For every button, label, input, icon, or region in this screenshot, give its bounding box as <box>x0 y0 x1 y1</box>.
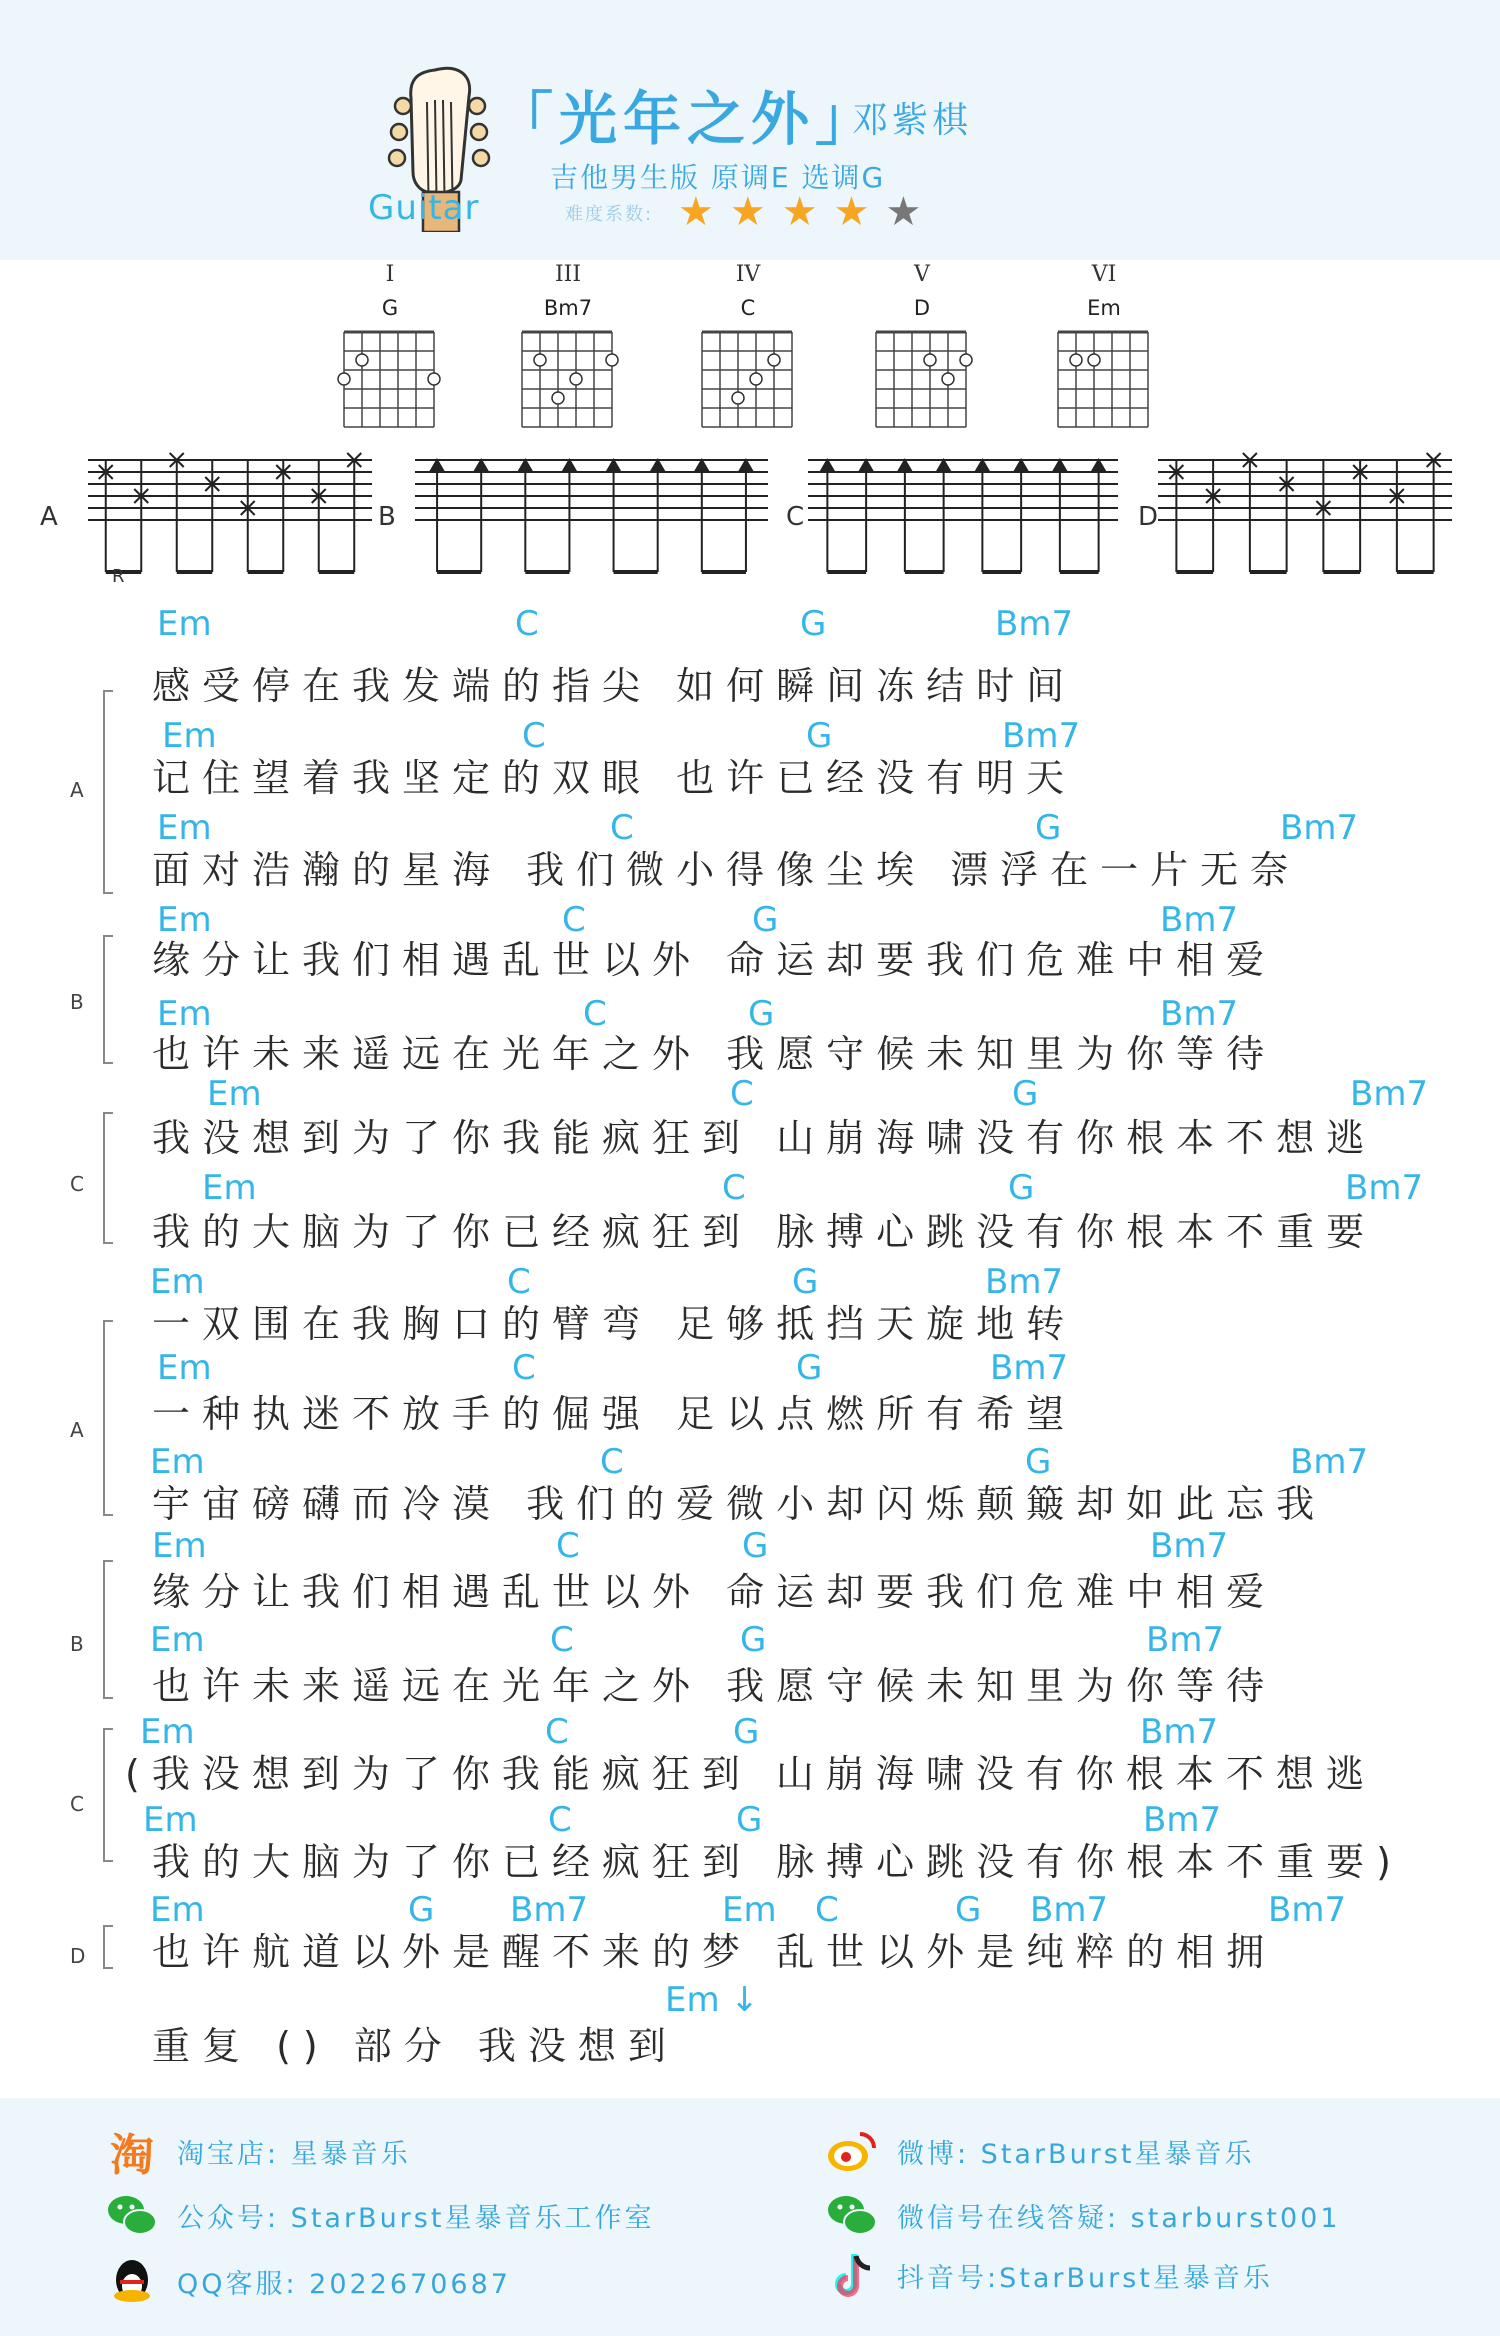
chord-diagram <box>1044 262 1164 442</box>
lyric-line: 一种执迷不放手的倔强 足以点燃所有希望 <box>152 1392 1077 1436</box>
chord-marker: C <box>515 604 539 644</box>
qq-link[interactable] <box>105 2254 511 2308</box>
qq-text: QQ客服: 2022670687 <box>177 2268 511 2300</box>
chord-marker: C <box>548 1800 572 1840</box>
section-label: C <box>70 1792 84 1816</box>
chord-marker: Em ↓ <box>665 1980 759 2020</box>
section-bracket <box>103 1925 113 1969</box>
chord-marker: Em <box>157 808 212 848</box>
chord-marker: Em <box>162 716 217 756</box>
chord-marker: G <box>955 1890 982 1930</box>
chord-marker: Bm7 <box>1143 1800 1222 1840</box>
chord-marker: C <box>610 808 634 848</box>
lyric-line: 也许未来遥远在光年之外 我愿守候未知里为你等待 <box>152 1032 1277 1076</box>
chord-marker: Em <box>202 1168 257 1208</box>
chord-marker: Em <box>207 1074 262 1114</box>
chord-marker: Em <box>157 1348 212 1388</box>
lyric-line: 缘分让我们相遇乱世以外 命运却要我们危难中相爱 <box>152 1570 1277 1614</box>
difficulty-rating <box>678 189 922 235</box>
fretboard-grid <box>862 262 982 442</box>
chord-marker: C <box>556 1526 580 1566</box>
star-filled-icon: ★ <box>833 189 870 235</box>
chord-roman-numeral: VI <box>1091 262 1117 287</box>
chord-marker: G <box>733 1712 760 1752</box>
chord-diagram <box>862 262 982 442</box>
wechat-qa-link[interactable] <box>825 2188 1341 2242</box>
section-bracket <box>103 1560 113 1699</box>
taobao-icon: 淘 <box>110 2130 154 2181</box>
chord-marker: Em <box>722 1890 777 1930</box>
chord-name: Bm7 <box>543 296 593 320</box>
chord-marker: Bm7 <box>1146 1620 1225 1660</box>
chord-marker: Bm7 <box>1345 1168 1424 1208</box>
chord-marker: G <box>1035 808 1062 848</box>
chord-marker: Em <box>150 1620 205 1660</box>
chord-marker: C <box>550 1620 574 1660</box>
section-bracket <box>103 1728 113 1862</box>
difficulty-label: 难度系数: <box>565 204 654 225</box>
artist-name: 邓紫棋 <box>852 100 973 141</box>
lyric-line: 感受停在我发端的指尖 如何瞬间冻结时间 <box>152 664 1077 708</box>
chord-name: Em <box>1087 296 1121 320</box>
chord-marker: G <box>740 1620 767 1660</box>
chord-marker: Em <box>143 1800 198 1840</box>
chord-marker: Bm7 <box>1030 1890 1109 1930</box>
douyin-text: 抖音号:StarBurst星暴音乐 <box>897 2262 1273 2294</box>
chord-marker: Bm7 <box>1160 900 1239 940</box>
rhythm-patterns <box>0 440 1500 600</box>
chord-marker: Em <box>150 1442 205 1482</box>
qq-penguin-icon <box>105 2254 159 2308</box>
star-filled-icon: ★ <box>678 189 714 235</box>
wechat-official-text: 公众号: StarBurst星暴音乐工作室 <box>177 2202 655 2234</box>
chord-marker: C <box>512 1348 536 1388</box>
chord-roman-numeral: IV <box>735 262 761 287</box>
douyin-icon <box>825 2248 879 2302</box>
section-bracket <box>103 690 113 894</box>
chord-marker: Em <box>157 900 212 940</box>
lyric-line: 我没想到为了你我能疯狂到 山崩海啸没有你根本不想逃 <box>152 1116 1377 1160</box>
chord-marker: G <box>806 716 833 756</box>
chord-marker: C <box>722 1168 746 1208</box>
chord-marker: G <box>800 604 827 644</box>
star-filled-icon: ★ <box>781 189 818 235</box>
chord-marker: Em <box>150 1262 205 1302</box>
taobao-link[interactable] <box>105 2124 411 2181</box>
chord-diagram <box>330 262 450 442</box>
rhythm-label-b: B <box>378 502 396 532</box>
chord-roman-numeral: I <box>385 262 395 287</box>
fretboard-grid <box>1044 262 1164 442</box>
chord-marker: Em <box>157 994 212 1034</box>
chord-marker: Bm7 <box>985 1262 1064 1302</box>
chord-marker: Bm7 <box>1290 1442 1369 1482</box>
chord-marker: C <box>522 716 546 756</box>
chord-marker: Em <box>152 1526 207 1566</box>
section-label: B <box>70 1632 84 1656</box>
star-filled-icon: ★ <box>729 189 766 235</box>
weibo-link[interactable] <box>825 2124 1254 2178</box>
chord-marker: G <box>796 1348 823 1388</box>
chord-marker: C <box>583 994 607 1034</box>
chord-marker: Bm7 <box>1280 808 1359 848</box>
lyric-line: 宇宙磅礴而冷漠 我们的爱微小却闪烁颠簸却如此忘我 <box>152 1482 1327 1526</box>
chord-roman-numeral: V <box>914 262 930 287</box>
wechat-icon <box>105 2188 159 2242</box>
chord-marker: C <box>730 1074 754 1114</box>
lyric-line: 也许未来遥远在光年之外 我愿守候未知里为你等待 <box>152 1664 1277 1708</box>
weibo-icon <box>825 2124 879 2178</box>
chord-marker: Bm7 <box>1160 994 1239 1034</box>
chord-marker: G <box>1012 1074 1039 1114</box>
section-label: C <box>70 1172 84 1196</box>
lyric-line: 也许航道以外是醒不来的梦 乱世以外是纯粹的相拥 <box>152 1930 1277 1974</box>
chord-diagram <box>508 262 628 442</box>
chord-marker: G <box>1008 1168 1035 1208</box>
chord-name: G <box>381 296 399 320</box>
chord-marker: C <box>507 1262 531 1302</box>
wechat-qa-text: 微信号在线答疑: starburst001 <box>897 2202 1341 2234</box>
chord-marker: Bm7 <box>1150 1526 1229 1566</box>
chord-roman-numeral: III <box>554 262 582 287</box>
section-label: B <box>70 990 84 1014</box>
rhythm-root-marker: R <box>112 566 125 587</box>
lyric-line: 面对浩瀚的星海 我们微小得像尘埃 漂浮在一片无奈 <box>152 848 1301 892</box>
chord-marker: Bm7 <box>1140 1712 1219 1752</box>
rhythm-label-a: A <box>40 502 58 532</box>
chord-marker: Bm7 <box>1350 1074 1429 1114</box>
rhythm-label-c: C <box>786 502 805 532</box>
section-label: A <box>70 778 84 802</box>
chord-name: D <box>913 296 931 320</box>
chord-marker: Em <box>150 1890 205 1930</box>
chord-marker: Bm7 <box>1268 1890 1347 1930</box>
lyric-line: 重复 () 部分 我没想到 <box>152 2024 678 2068</box>
chord-marker: G <box>748 994 775 1034</box>
lyric-line: 我的大脑为了你已经疯狂到 脉搏心跳没有你根本不重要 <box>152 1210 1377 1254</box>
guitar-label: Guitar <box>368 188 480 228</box>
fretboard-grid <box>330 262 450 442</box>
fretboard-grid <box>688 262 808 442</box>
star-empty-icon: ★ <box>885 189 922 235</box>
section-bracket <box>103 1320 113 1516</box>
chord-marker: C <box>562 900 586 940</box>
wechat-official-link[interactable] <box>105 2188 654 2242</box>
chord-marker: G <box>742 1526 769 1566</box>
weibo-text: 微博: StarBurst星暴音乐 <box>897 2138 1255 2170</box>
chord-name: C <box>740 296 756 320</box>
header <box>0 0 1500 260</box>
song-title: 「光年之外」 <box>495 85 880 153</box>
lyric-line: (我没想到为了你我能疯狂到 山崩海啸没有你根本不想逃 <box>125 1752 1376 1796</box>
chord-marker: G <box>736 1800 763 1840</box>
chord-diagram <box>688 262 808 442</box>
chord-marker: Em <box>157 604 212 644</box>
footer <box>0 2098 1500 2336</box>
section-label: A <box>70 1418 84 1442</box>
lyric-line: 一双围在我胸口的臂弯 足够抵挡天旋地转 <box>152 1302 1077 1346</box>
wechat-icon <box>825 2188 879 2242</box>
section-bracket <box>103 935 113 1064</box>
chord-marker: G <box>408 1890 435 1930</box>
chord-marker: Bm7 <box>995 604 1074 644</box>
rhythm-label-d: D <box>1138 502 1159 532</box>
lyric-line: 记住望着我坚定的双眼 也许已经没有明天 <box>152 756 1077 800</box>
section-label: D <box>70 1944 86 1968</box>
chord-marker: Bm7 <box>1002 716 1081 756</box>
section-bracket <box>103 1112 113 1244</box>
fretboard-grid <box>508 262 628 442</box>
chord-marker: G <box>752 900 779 940</box>
lyric-line: 我的大脑为了你已经疯狂到 脉搏心跳没有你根本不重要) <box>152 1840 1403 1884</box>
chord-marker: C <box>545 1712 569 1752</box>
chord-marker: Em <box>140 1712 195 1752</box>
chord-marker: Bm7 <box>510 1890 589 1930</box>
version-info: 吉他男生版 原调E 选调G <box>550 161 886 194</box>
lyric-line: 缘分让我们相遇乱世以外 命运却要我们危难中相爱 <box>152 938 1277 982</box>
taobao-text: 淘宝店: 星暴音乐 <box>177 2138 411 2170</box>
chord-marker: Bm7 <box>990 1348 1069 1388</box>
chord-marker: G <box>792 1262 819 1302</box>
douyin-link[interactable] <box>825 2248 1273 2302</box>
chord-marker: C <box>815 1890 839 1930</box>
chord-marker: C <box>600 1442 624 1482</box>
chord-marker: G <box>1025 1442 1052 1482</box>
